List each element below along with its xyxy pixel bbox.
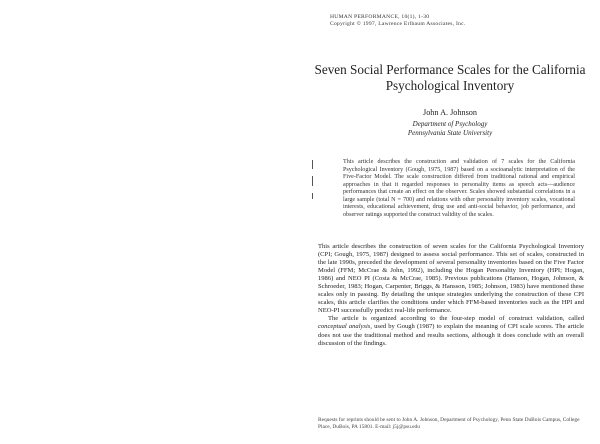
paragraph-2-term: conceptual analysis (318, 323, 371, 331)
journal-header (330, 14, 466, 28)
journal-copyright: Copyright © 1997, Lawrence Erlbaum Associates, Inc. (330, 21, 466, 28)
body-paragraph-2 (318, 315, 584, 347)
paragraph-2-lead: The article is organized according to the four-step model of construct validation, called (328, 315, 584, 323)
paragraph-2-rest: , used by Gough (1987) to explain the meaning of CPI scale scores. The article does not use the traditional method and results sections, although it does conclude with an overall discussion of the findings. (318, 323, 584, 347)
journal-name: HUMAN PERFORMANCE, 10(1), 1-30 (330, 14, 430, 20)
body-text (318, 243, 584, 348)
margin-mark (312, 160, 313, 169)
author-name: John A. Johnson (423, 108, 477, 117)
affiliation (305, 120, 595, 138)
article-title: Seven Social Performance Scales for the California Psychological Inventory (314, 62, 586, 93)
abstract: This article describes the construction and validation of 7 scales for the California Psychological Inventory (Gough, 1975, 1987) based on a socioanalytic interpretation of the Five-Factor Model. The scale construction differed from traditional rational and empirical approaches in that it regarded responses to personality items as speech acts—audience performances that create an effect on the observer. Scales showed substantial correlations in a large sample (total N = 700) and relations with other personality inventory scales, vocational interests, educational achievement, drug use and anti-social behavior, job performance, and observer ratings supported the construct validity of the scales. (343, 159, 575, 218)
university: Pennsylvania State University (407, 129, 493, 137)
footnote: Requests for reprints should be sent to John A. Johnson, Department of Psychology, Penn State DuBois Campus, College Place, DuBois, PA 15801. E-mail: j5j@psu.edu (318, 417, 580, 430)
department: Department of Psychology (412, 120, 488, 128)
margin-mark (312, 176, 313, 186)
body-paragraph-1: This article describes the construction of seven scales for the California Psychological Inventory (CPI; Gough, 1975, 1987) designed to assess social performance. This set of scales, constructed in the late 1990s, preceded the development of several personality inventories based on the Five Factor Model (FFM; McCrae & John, 1992), including the Hogan Personality Inventory (HPI; Hogan, 1986) and NEO PI (Costa & McCrae, 1985). Previous publications (Hanson, Hogan, Johnson, & Schroeder, 1983; Hogan, Carpenter, Briggs, & Hansson, 1985; Johnson, 1983) have mentioned these scales only in passing. By detailing the unique strategies underlying the construction of these CPI scales, this article clarifies the conditions under which FFM-based inventories such as the HPI and NEO-PI successfully predict real-life performance. (318, 243, 584, 315)
margin-mark (312, 193, 313, 199)
